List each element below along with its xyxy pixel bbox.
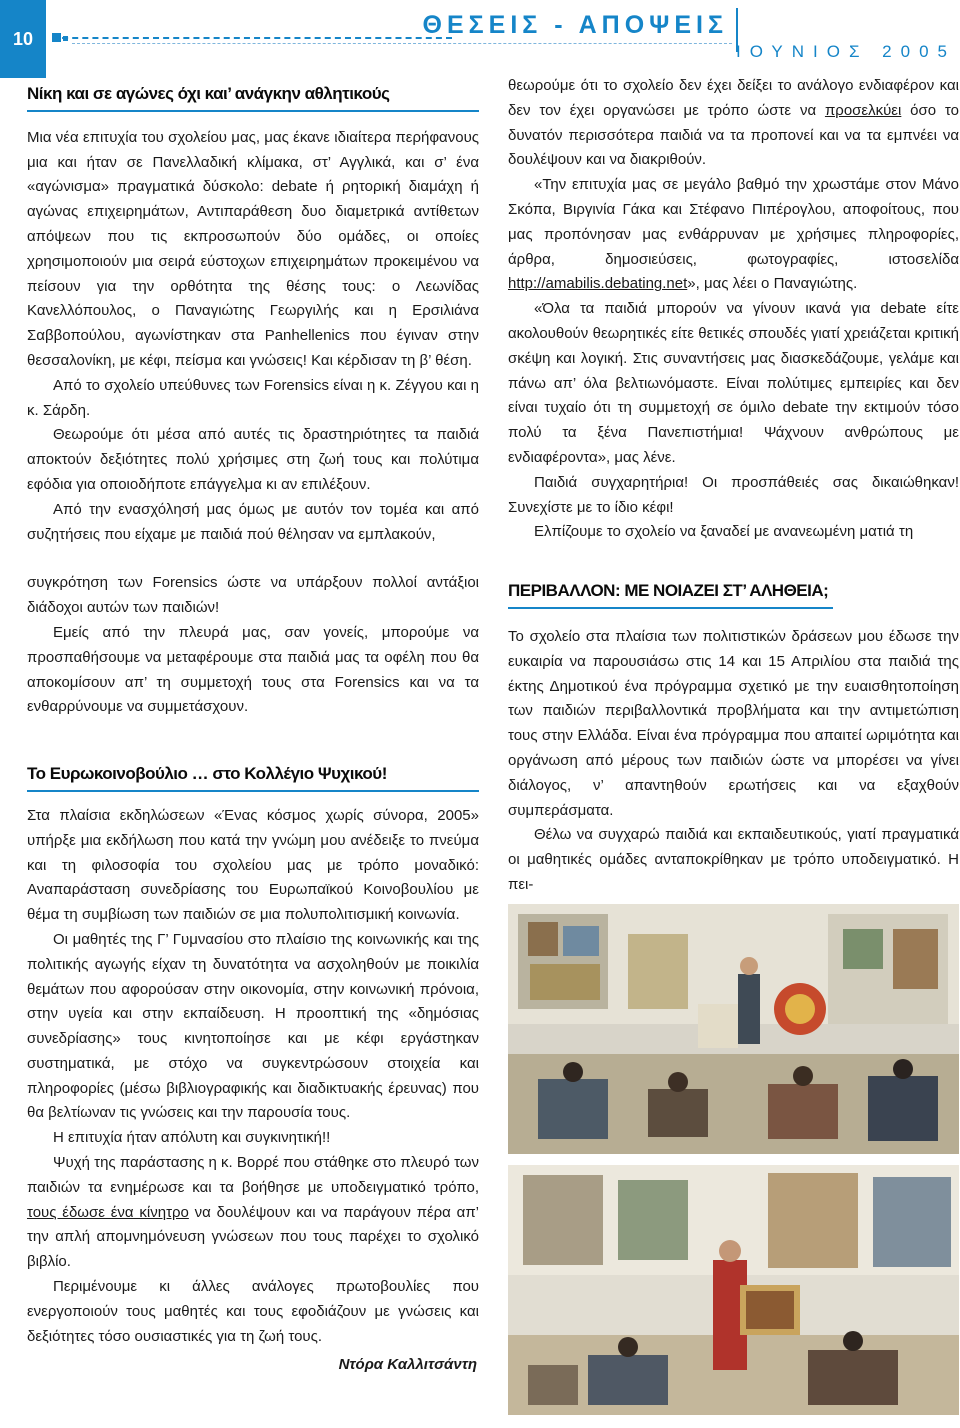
article-paragraph: Εμείς από την πλευρά μας, σαν γονείς, μπορούμε να προσπαθήσουμε να μεταφέρουμε στα παιδιά μας τα οφέλη που θα αποκομίσουν απ’ τη συμμετοχή τους στα Forensics και να τα ενθαρρύνουμε να συμμετάσχουν. (27, 623, 479, 716)
section-title: ΘΕΣΕΙΣ - ΑΠΟΨΕΙΣ (422, 11, 728, 39)
article-title-debate: Νίκη και σε αγώνες όχι και’ ανάγκην αθλητικούς (27, 82, 479, 112)
article-paragraph: Οι μαθητές της Γ’ Γυμνασίου στο πλαίσιο της κοινωνικής και της πολιτικής αγωγής είχαν τη δυνατότητα να ασχοληθούν με ποικιλία θεμάτων που αφορούσαν στην οικονομία, στην κοινωνική πρόνοια, στην υγεία και στην εκπαίδευση. Η προοπτική της «δημόσιας συνεδρίασης» τους κινητοποίησε και με κέφι εργάστηκαν συστηματικά, με στόχο να συγκεντρώσουν στοιχεία και πληροφορίες (μέσω βιβλιογραφικής και διαδικτυακής έρευνας) που θα βελτίωναν τις γνώσεις και την παρουσία τους. (27, 930, 479, 1122)
author-signature: Ντόρα Καλλιτσάντη (338, 1356, 477, 1374)
text-run: Ψυχή της παράστασης η κ. Βορρέ που στάθηκε στο πλευρό των παιδιών τα ενημέρωσε και τα βοήθησε με υποδειγματικό τρόπο, (27, 1154, 479, 1196)
text-run: θεωρούμε ότι το σχολείο δεν έχει δείξει το ανάλογο ενδιαφέρον και δεν τον έχει οργανώσει με τρόπο ώστε να (508, 77, 959, 119)
right-column (508, 74, 959, 898)
article-paragraph (508, 74, 959, 173)
header-dashed-rule (52, 37, 452, 39)
article-paragraph: «Όλα τα παιδιά μπορούν να γίνουν ικανά για debate είτε ακολουθούν θεωρητικές είτε θετικές σπουδές γιατί χρειάζεται κριτική σκέψη και λογική. Στις συναντήσεις μας διασκεδάζουμε, γελάμε και πάνω απ’ όλα βελτιωνόμαστε. Είναι πολύτιμες εμπειρίες και δεν είναι τυχαίο ότι τη συμμετοχή σε όμιλο debate την εκτιμούν τόσο πολύ τα ξένα Πανεπιστήμια! Ψάχνουν ανθρώπους με ενδιαφέροντα», μας λένε. (508, 300, 959, 466)
underlined-text: τους έδωσε ένα κίνητρο (27, 1203, 189, 1221)
article-title-environment: ΠΕΡΙΒΑΛΛΟΝ: ΜΕ ΝΟΙΑΖΕΙ ΣΤ’ ΑΛΗΘΕΙΑ; (508, 579, 833, 609)
underlined-text: προσελκύει (824, 101, 902, 119)
classroom-photo-students-image (508, 1165, 959, 1415)
page-number: 10 (0, 0, 46, 78)
article-paragraph: Μια νέα επιτυχία του σχολείου μας, μας έκανε ιδιαίτερα περήφανους μια και ήταν σε Πανελλαδική κλίμακα, στ’ Αγγλικά, και σ’ ένα «αγώνισμα» πραγματικά δύσκολο: debate ή ρητορική διαμάχη ή αγώνας επιχειρημάτων, Αντιπαράθεση δυο διαμετρικά αντίθετων απόψεων που τις εκπροσωπούν δύο ομάδες, οι οποίες χρησιμοποιούν μια σειρά εύστοχων επιχειρημάτων προκειμένου να πείσουν για την ορθότητα της θέσης τους: ο Λεωνίδας Κανελλόπουλος, ο Παναγιώτης Γεωργιλής και η Ερσιλιάνα Σαββοπούλου, αγωνίστηκαν στα Panhellenics που έγιναν στην θεσσαλονίκη, με κέφι, πείσμα και γνώσεις! Και κέρδισαν τη β’ θέση. (27, 128, 479, 369)
article-paragraph: Στα πλαίσια εκδηλώσεων «Ένας κόσμος χωρίς σύνορα, 2005» υπήρξε μια εκδήλωση που κατά την γνώμη μου ανέδειξε το πνεύμα και τη φιλοσοφία του σχολείου μας με τρόπο μοναδικό: Αναπαράσταση συνεδρίασης του Ευρωπαϊκού Κοινοβουλίου με θέμα τη συμβίωση των παιδιών σε μια πολυπολιτισμική κοινωνία. (27, 806, 479, 924)
text-run: «Την επιτυχία μας σε μεγάλο βαθμό την χρωστάμε στον Μάνο Σκόπα, Βιργινία Γάκα και Στέφανο Πιπέρογλου, αποφοίτους, που μας προπόνησαν μας ενθάρρυναν με χρήσιμες πληροφορίες, άρθρα, δημοσιεύσεις, φωτογραφίες, ιστοσελίδα (508, 176, 959, 268)
article-paragraph: Θέλω να συγχαρώ παιδιά και εκπαιδευτικούς, γιατί πραγματικά οι μαθητικές ομάδες ανταποκρίθηκαν με τρόπο υποδειγματικό. Η πει- (508, 826, 959, 893)
text-run: », μας λέει ο Παναγιώτης. (687, 275, 858, 293)
left-column (27, 82, 479, 1378)
article-paragraph (508, 173, 959, 297)
article-paragraph: Παιδιά συγχαρητήρια! Οι προσπάθειές σας δικαιώθηκαν! Συνεχίστε με το ίδιο κέφι! (508, 473, 959, 516)
article-paragraph: συγκρότηση των Forensics ώστε να υπάρξουν πολλοί αντάξιοι διάδοχοι αυτών των παιδιών! (27, 574, 479, 617)
article-paragraph: Το σχολείο στα πλαίσια των πολιτιστικών δράσεων μου έδωσε την ευκαιρία να παρουσιάσω στις 14 και 15 Απριλίου στα παιδιά της έκτης Δημοτικού ένα πρόγραμμα σχετικό με την ευαισθητοποίηση των παιδιών περιβαλλοντικά προβλήματα και την αντιμετώπιση τους στην Ελλάδα. Είναι ένα πρόγραμμα που απαιτεί ωριμότητα και οργάνωση από μέρους των παιδιών ώστε να μπορέσει να γίνει διάλογος, ν’ απαντηθούν ερωτήσεις και να εξαχθούν συμπεράσματα. (508, 627, 959, 819)
text-run: να δουλέψουν και να παράγουν πέρα απ’ την απλή απομνημόνευση γνώσεων που τους παρέχει το σχολικό βιβλίο. (27, 1203, 479, 1271)
classroom-photo-presentation (508, 904, 959, 1154)
classroom-photo-presentation-image (508, 904, 959, 1154)
article-paragraph: Ελπίζουμε το σχολείο να ξαναδεί με ανανεωμένη ματιά τη (534, 523, 914, 541)
article-paragraph: Από το σχολείο υπεύθυνες των Forensics είναι η κ. Ζέγγου και η κ. Σάρδη. (27, 376, 479, 419)
article-title-europarliament: Το Ευρωκοινοβούλιο … στο Κολλέγιο Ψυχικού! (27, 762, 479, 792)
article-paragraph: Θεωρούμε ότι μέσα από αυτές τις δραστηριότητες τα παιδιά αποκτούν δεξιότητες πολύ χρήσιμες στη ζωή τους και πολύτιμα εφόδια για οποιοδήποτε επάγγελμα κι αν επιλέξουν. (27, 426, 479, 493)
classroom-photo-students (508, 1165, 959, 1415)
header-dashed-rule-thin (72, 43, 732, 44)
article-paragraph: Από την ενασχόλησή μας όμως με αυτόν τον τομέα και από συζητήσεις που είχαμε με παιδιά πού θέλησαν να εμπλακούν, (27, 500, 479, 543)
article-paragraph: Η επιτυχία ήταν απόλυτη και συγκινητική!! (53, 1129, 331, 1147)
issue-date: ΙΟΥΝΙΟΣ 2005 (735, 42, 956, 61)
article-paragraph: Περιμένουμε κι άλλες ανάλογες πρωτοβουλίες που ενεργοποιούν τους μαθητές και τους εφοδιάζουν με γνώσεις και δεξιότητες τόσο ουσιαστικές για τη ζωή τους. (27, 1278, 479, 1345)
website-link[interactable]: http://amabilis.debating.net (508, 275, 688, 293)
article-paragraph (27, 1151, 479, 1275)
text-run: όσο το δυνατόν περισσότερα παιδιά να τα προπονεί και να τα εμπνέει να δουλέψουν και να διακριθούν. (508, 101, 959, 169)
